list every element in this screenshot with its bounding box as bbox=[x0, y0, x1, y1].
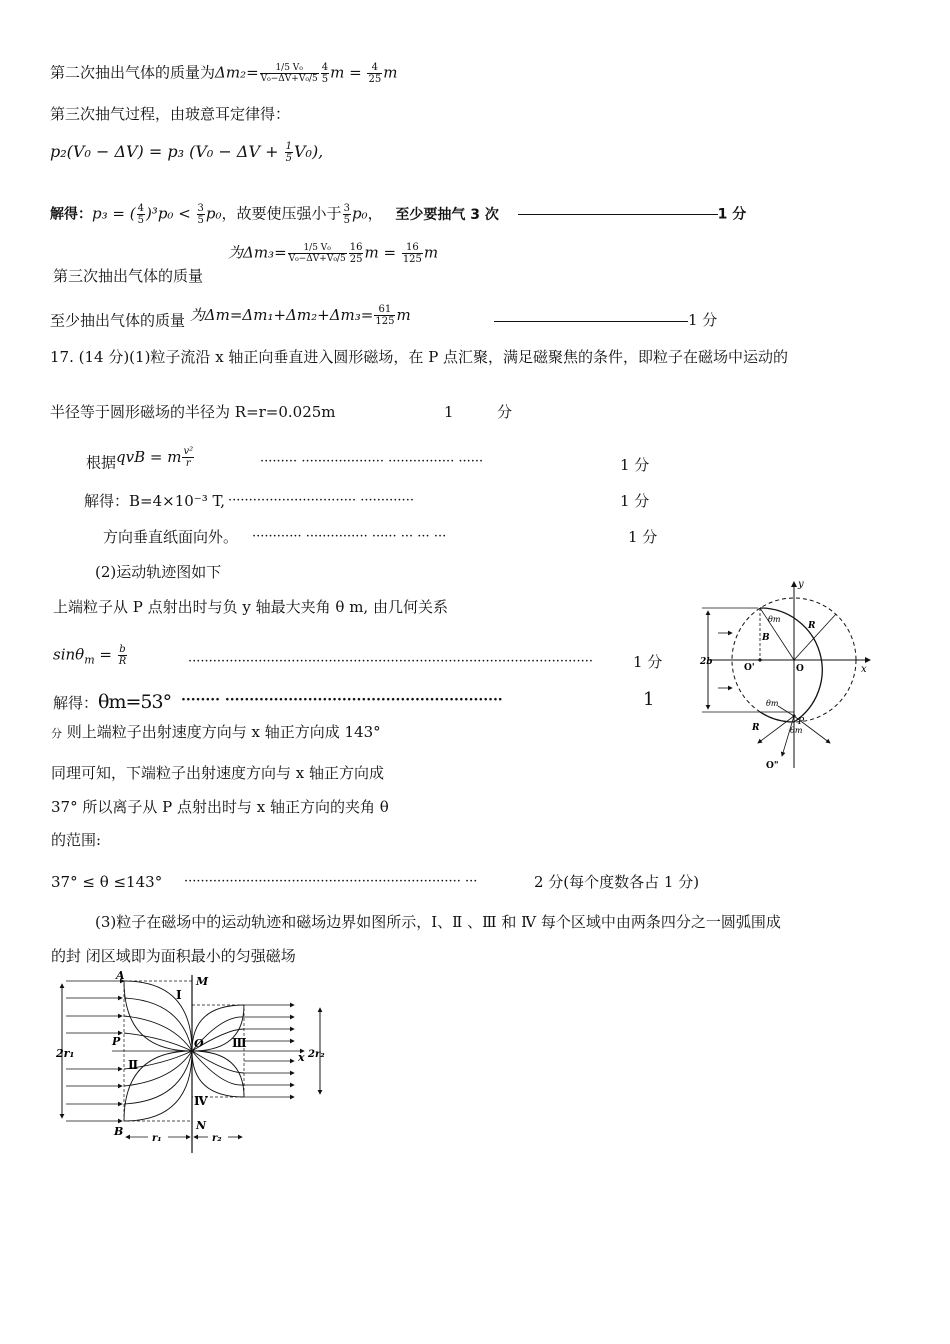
fig2-M: M bbox=[196, 975, 209, 988]
d125b: 125 bbox=[375, 316, 395, 327]
n4c: 4 bbox=[137, 203, 144, 214]
line-solve-p3: 解得：p₃ = ( $\frac{4}{5}$ )³p₀ < $\frac{3}{5}$ p₀，故要使压强小于 $\frac{3}{5}$ p₀， 至少要抽气 3 次 1 分 bbox=[50, 203, 747, 226]
m2: m bbox=[383, 63, 398, 82]
score-1: 1 分 bbox=[717, 206, 747, 223]
q17-score-num: 1 bbox=[444, 403, 454, 421]
n16: 16 bbox=[349, 242, 363, 253]
fig1-y: y bbox=[798, 579, 804, 590]
line-boyle-eq bbox=[50, 141, 323, 164]
dm3-frac bbox=[288, 243, 347, 264]
n3: 3 bbox=[197, 203, 204, 214]
q17-radius: 半径等于圆形磁场的半径为 R=r=0.025m bbox=[50, 403, 336, 421]
p3-frac2 bbox=[197, 203, 205, 226]
d5: 5 bbox=[321, 74, 329, 85]
m5: m bbox=[396, 305, 411, 324]
dm2-frac-4-5 bbox=[321, 62, 329, 85]
fig1-theta3: θm bbox=[790, 726, 803, 735]
qvb-frac bbox=[182, 446, 194, 469]
fig2-x: x bbox=[298, 1051, 305, 1064]
part3-line1: (3)粒子在磁场中的运动轨迹和磁场边界如图所示，Ⅰ、Ⅱ 、Ⅲ 和 Ⅳ 每个区域中由两条四分之一圆弧围成 bbox=[95, 913, 781, 931]
fig1-B: B bbox=[762, 633, 770, 643]
fig2-2r2: 2r₂ bbox=[308, 1049, 325, 1060]
line-boyle: 第三次抽气过程，由玻意耳定律得： bbox=[50, 105, 291, 123]
part2: (2)运动轨迹图如下 bbox=[95, 563, 222, 581]
fig1-theta1: θm bbox=[768, 615, 781, 624]
total-frac bbox=[374, 304, 395, 327]
m3: m bbox=[364, 243, 379, 262]
score-rule2 bbox=[494, 321, 688, 322]
p0b: p₀ bbox=[351, 204, 368, 223]
lower-arc bbox=[760, 712, 794, 722]
deg37: 37° 所以离子从 P 点射出时与 x 轴正方向的夹角 θ bbox=[51, 798, 389, 816]
dm3-label: 第三次抽出气体的质量 bbox=[53, 267, 204, 285]
line-total bbox=[50, 304, 411, 333]
fig1-theta2: θm bbox=[766, 699, 779, 708]
sin-sub: m bbox=[84, 653, 95, 667]
total-label: 至少抽出气体的质量 bbox=[50, 311, 186, 330]
fig1-O-dprime: O" bbox=[766, 761, 779, 771]
dm2-num: 1/5 V₀ bbox=[275, 63, 303, 73]
p3-eq: p₃ = ( bbox=[92, 204, 136, 223]
p3-mid: ，故要使压强小于 bbox=[221, 204, 342, 223]
dm2-label: 第二次抽出气体的质量为 bbox=[50, 63, 216, 82]
upper-dir-text: 则上端粒子出射速度方向与 x 轴正方向成 143° bbox=[62, 723, 381, 741]
part3-line2: 的封 闭区域即为面积最小的匀强磁场 bbox=[51, 947, 296, 965]
boyle-eq: p₂(V₀ − ΔV) = p₃ (V₀ − ΔV + bbox=[50, 142, 284, 161]
dm2-den: V₀−ΔV+V₀/5 bbox=[260, 74, 318, 84]
solve-theta bbox=[53, 692, 171, 713]
root-label: 根据 bbox=[86, 453, 117, 472]
d25b: 25 bbox=[349, 254, 363, 265]
fig1-O: O bbox=[796, 664, 804, 674]
dir-text: 方向垂直纸面向外。 bbox=[103, 528, 239, 546]
d5d: 5 bbox=[197, 215, 204, 226]
trajectory-figure bbox=[698, 578, 878, 773]
upper-line: 上端粒子从 P 点射出时与负 y 轴最大夹角 θ m, 由几何关系 bbox=[53, 598, 448, 616]
fig1-R: R bbox=[808, 621, 816, 631]
field-region-figure bbox=[52, 965, 332, 1155]
score-rule bbox=[518, 214, 718, 215]
sin-symbol: sinθ bbox=[53, 645, 85, 664]
dir-score: 1 分 bbox=[628, 528, 658, 546]
total-eq: 为Δm=Δm₁+Δm₂+Δm₃= bbox=[189, 305, 374, 324]
eq2: = bbox=[383, 243, 397, 262]
fig2-region-I: Ⅰ bbox=[176, 988, 182, 1002]
total-score bbox=[494, 310, 717, 330]
eq1: = bbox=[349, 63, 362, 82]
fig2-region-IV: Ⅳ bbox=[194, 1094, 208, 1108]
dm3-result bbox=[402, 242, 423, 265]
fig1-O-prime: O' bbox=[744, 663, 755, 673]
fig2-region-II: Ⅱ bbox=[128, 1058, 139, 1072]
m1: m bbox=[330, 63, 345, 82]
m4: m bbox=[423, 243, 439, 262]
fen-prefix: 分 bbox=[51, 727, 62, 740]
range-dots: ··································································· ··· bbox=[184, 874, 478, 889]
fig1-x: x bbox=[861, 664, 867, 675]
dm2-result bbox=[367, 62, 382, 85]
solve-label: 解得： bbox=[50, 206, 92, 223]
n4: 4 bbox=[321, 62, 329, 73]
sin-score: 1 分 bbox=[633, 653, 663, 671]
theta-score: 1 bbox=[643, 689, 655, 710]
solve-b: 解得：B=4×10⁻³ T, bbox=[84, 492, 226, 510]
dr: r bbox=[185, 458, 191, 469]
p0a: p₀ bbox=[205, 204, 222, 223]
fig2-O: O bbox=[194, 1037, 204, 1050]
dm3-num: 1/5 V₀ bbox=[303, 243, 331, 253]
fig1-R2: R bbox=[752, 723, 760, 733]
dm2-fraction bbox=[260, 63, 319, 84]
same-reason: 同理可知，下端粒子出射速度方向与 x 轴正方向成 bbox=[51, 764, 384, 782]
dm3-den: V₀−ΔV+V₀/5 bbox=[288, 254, 346, 264]
fig1-P: P bbox=[798, 717, 805, 727]
range-score: 2 分(每个度数各占 1 分) bbox=[534, 873, 700, 891]
sin-frac bbox=[118, 644, 128, 667]
fig2-2r1: 2r₁ bbox=[56, 1047, 75, 1060]
nv2: v² bbox=[183, 446, 194, 457]
qvb-score: 1 分 bbox=[620, 456, 650, 474]
q17-score-unit: 分 bbox=[497, 403, 513, 421]
fig1-2b: 2b bbox=[700, 657, 713, 667]
q17-line1: 17. (14 分)(1)粒子流沿 x 轴正向垂直进入圆形磁场，在 P 点汇聚，满足磁聚焦的条件，即粒子在磁场中运动的 bbox=[50, 348, 789, 366]
fig2-r2: r₂ bbox=[212, 1133, 222, 1144]
theta-value: θm=53° bbox=[98, 691, 172, 713]
d5b: 5 bbox=[285, 153, 292, 164]
range-label: 的范围: bbox=[51, 831, 102, 849]
dm2-symbol: Δm₂= bbox=[215, 63, 259, 82]
d5c: 5 bbox=[137, 215, 144, 226]
fig2-region-III: Ⅲ bbox=[232, 1036, 247, 1050]
line-qvb bbox=[86, 446, 195, 475]
p3-frac bbox=[137, 203, 145, 226]
n4b: 4 bbox=[367, 62, 382, 74]
upper-dir bbox=[51, 722, 381, 744]
n1: 1 bbox=[285, 141, 292, 152]
solve-b-dots: ······························· ············· bbox=[228, 493, 414, 508]
fig2-P: P bbox=[112, 1035, 121, 1048]
qvb-dots: ········· ···················· ················ ······ bbox=[260, 454, 484, 469]
score-2: 1 分 bbox=[688, 311, 718, 329]
sin-dots: ·································································································· bbox=[188, 654, 593, 669]
sin-eq: sinθ$_m$ = $\frac{b}{R}$ bbox=[53, 644, 127, 667]
n16b: 16 bbox=[402, 242, 423, 254]
d25: 25 bbox=[368, 74, 382, 85]
solve-theta-label: 解得： bbox=[53, 694, 99, 712]
dm3-symbol: 为Δm₃= bbox=[228, 243, 287, 262]
nb: b bbox=[119, 644, 126, 655]
line-dm2 bbox=[50, 62, 397, 85]
q17-line2 bbox=[50, 402, 336, 422]
d5e: 5 bbox=[343, 215, 350, 226]
n3b: 3 bbox=[343, 203, 350, 214]
solve-b-score: 1 分 bbox=[620, 492, 650, 510]
boyle-tail: V₀), bbox=[293, 142, 324, 161]
dm3-frac2 bbox=[349, 242, 364, 265]
fig2-A: A bbox=[116, 969, 125, 982]
fig2-r1: r₁ bbox=[152, 1133, 162, 1144]
boyle-frac bbox=[285, 141, 293, 164]
range-expr: 37° ≤ θ ≤143° bbox=[51, 873, 163, 891]
theta-dots: ········ ························································· bbox=[181, 692, 503, 708]
p3-tail: )³p₀ < bbox=[145, 204, 196, 223]
qvb-eq: qvB = m bbox=[116, 447, 182, 466]
dR: R bbox=[118, 656, 127, 667]
dir-dots: ············ ··············· ······ ··· ··· ··· bbox=[252, 529, 447, 544]
n61: 61 bbox=[374, 304, 395, 316]
min-pump-times: 至少要抽气 3 次 bbox=[395, 206, 499, 223]
d125: 125 bbox=[402, 254, 422, 265]
fig2-N: N bbox=[196, 1119, 207, 1132]
p3-frac3 bbox=[343, 203, 351, 226]
line-dm3 bbox=[228, 242, 438, 265]
fig2-B: B bbox=[114, 1125, 124, 1138]
